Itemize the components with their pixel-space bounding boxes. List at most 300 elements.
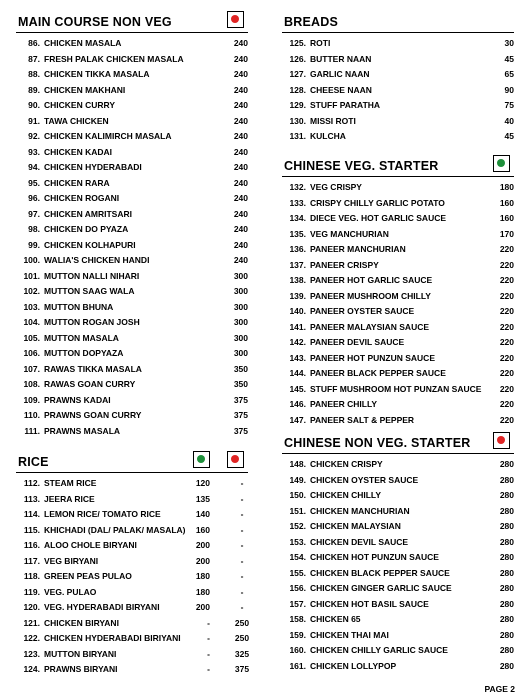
nonveg-price: - — [240, 493, 244, 504]
item-number: 129. — [289, 100, 306, 110]
menu-item-row — [282, 351, 514, 367]
menu-item-row — [16, 569, 248, 585]
item-name: WALIA'S CHICKEN HANDI — [44, 255, 150, 265]
veg-price: 200 — [195, 602, 210, 612]
veg-price: 140 — [195, 509, 210, 519]
item-price: 280 — [499, 552, 514, 562]
item-number: 88. — [28, 69, 40, 79]
item-name: CHICKEN ROGANI — [44, 193, 120, 203]
item-number: 124. — [23, 664, 40, 674]
item-price: 240 — [233, 100, 248, 110]
item-name: CHICKEN CHILLY GARLIC SAUCE — [310, 645, 448, 655]
item-name: CHICKEN MASALA — [44, 38, 122, 48]
menu-item-row — [16, 476, 248, 492]
item-price: 45 — [504, 131, 514, 141]
item-name: VEG MANCHURIAN — [310, 228, 389, 239]
item-name: VEG. PULAO — [44, 586, 97, 597]
item-price: 300 — [233, 317, 248, 327]
item-price: 180 — [499, 182, 514, 192]
item-number: 95. — [28, 177, 40, 188]
menu-item-row — [16, 631, 248, 647]
menu-item-row — [16, 424, 248, 440]
menu-item-row — [16, 393, 248, 409]
item-number: 155. — [289, 567, 306, 578]
menu-item-row — [282, 535, 514, 551]
item-number: 132. — [289, 182, 306, 192]
menu-item-row — [16, 647, 248, 663]
item-price: 240 — [233, 69, 248, 79]
item-price: 220 — [499, 321, 514, 332]
item-price: 220 — [499, 275, 514, 285]
chinese-nonveg-section — [282, 431, 514, 674]
item-price: 375 — [233, 425, 248, 436]
item-name: GARLIC NAAN — [310, 69, 370, 79]
item-number: 87. — [28, 53, 40, 64]
menu-item-row — [16, 492, 248, 508]
menu-item-row — [16, 523, 248, 539]
item-name: BUTTER NAAN — [310, 53, 372, 64]
menu-item-row — [282, 473, 514, 489]
menu-item-row — [282, 180, 514, 196]
menu-item-row — [16, 129, 248, 145]
item-name: VEG BIRYANI — [44, 555, 99, 566]
menu-item-row — [16, 191, 248, 207]
nonveg-price: 375 — [234, 664, 250, 674]
menu-item-row — [16, 585, 248, 601]
item-number: 121. — [23, 617, 40, 628]
item-name: MUTTON DOPYAZA — [44, 348, 124, 358]
item-number: 92. — [28, 131, 40, 141]
item-name: JEERA RICE — [44, 493, 95, 504]
item-number: 150. — [289, 490, 306, 500]
menu-item-row — [282, 335, 514, 351]
menu-item-row — [16, 362, 248, 378]
item-price: 220 — [499, 290, 514, 301]
item-name: CHICKEN RARA — [44, 177, 110, 188]
item-price: 280 — [499, 567, 514, 578]
menu-item-row — [282, 643, 514, 659]
item-name: MUTTON SAAG WALA — [44, 286, 135, 296]
item-name: MUTTON MASALA — [44, 332, 119, 343]
veg-symbol-icon — [493, 155, 510, 172]
item-number: 91. — [28, 115, 40, 126]
item-number: 131. — [289, 131, 306, 141]
item-name: CHICKEN HYDERABADI — [44, 162, 142, 172]
main-course-header — [16, 10, 248, 33]
item-name: FRESH PALAK CHICKEN MASALA — [44, 53, 184, 64]
item-number: 151. — [289, 505, 306, 516]
item-price: 280 — [499, 583, 514, 593]
item-number: 104. — [23, 317, 40, 327]
item-number: 107. — [23, 363, 40, 374]
menu-item-row — [282, 83, 514, 99]
item-name: DIECE VEG. HOT GARLIC SAUCE — [310, 213, 447, 223]
item-name: MUTTON ROGAN JOSH — [44, 317, 140, 327]
item-name: CHICKEN HOT BASIL SAUCE — [310, 598, 429, 609]
item-number: 112. — [23, 478, 40, 488]
item-number: 116. — [23, 540, 40, 550]
veg-price: - — [207, 633, 210, 643]
item-number: 120. — [23, 602, 40, 612]
menu-item-row — [282, 488, 514, 504]
menu-item-row — [16, 83, 248, 99]
menu-item-row — [16, 207, 248, 223]
item-name: CHEESE NAAN — [310, 84, 372, 95]
nonveg-price: - — [240, 524, 244, 535]
item-price: 375 — [233, 394, 248, 405]
rice-section — [16, 450, 248, 678]
item-name: CHICKEN MANCHURIAN — [310, 505, 410, 516]
item-name: CHICKEN KADAI — [44, 146, 112, 157]
main-course-section — [16, 10, 248, 439]
item-number: 109. — [23, 394, 40, 405]
item-name: STUFF MUSHROOM HOT PUNZAN SAUCE — [310, 383, 482, 394]
item-number: 106. — [23, 348, 40, 358]
item-name: RAWAS TIKKA MASALA — [44, 363, 142, 374]
chinese-nonveg-header — [282, 431, 514, 454]
item-price: 280 — [499, 660, 514, 671]
item-number: 128. — [289, 84, 306, 95]
item-price: 220 — [499, 414, 514, 425]
chinese-veg-list — [282, 180, 514, 428]
menu-item-row — [16, 600, 248, 616]
menu-item-row — [16, 176, 248, 192]
breads-header — [282, 10, 514, 33]
item-price: 300 — [233, 332, 248, 343]
item-price: 65 — [504, 69, 514, 79]
item-name: PRAWNS MASALA — [44, 425, 121, 436]
veg-price: 135 — [195, 493, 210, 504]
item-price: 280 — [499, 645, 514, 655]
item-number: 136. — [289, 244, 306, 254]
item-price: 240 — [233, 177, 248, 188]
item-number: 108. — [23, 379, 40, 389]
menu-item-row — [16, 284, 248, 300]
item-number: 160. — [289, 645, 306, 655]
item-number: 96. — [28, 193, 40, 203]
item-number: 114. — [23, 509, 40, 519]
item-price: 240 — [233, 146, 248, 157]
item-number: 146. — [289, 399, 306, 409]
nonveg-price: - — [240, 555, 244, 566]
item-price: 350 — [233, 379, 248, 389]
veg-price: 180 — [195, 571, 210, 581]
veg-price: - — [207, 617, 210, 628]
item-price: 280 — [499, 505, 514, 516]
item-number: 103. — [23, 301, 40, 312]
item-number: 148. — [289, 459, 306, 469]
veg-price: 160 — [195, 524, 210, 535]
menu-item-row — [16, 331, 248, 347]
menu-item-row — [282, 67, 514, 83]
nonveg-price: - — [240, 478, 244, 488]
item-number: 100. — [23, 255, 40, 265]
menu-item-row — [282, 52, 514, 68]
item-number: 137. — [289, 259, 306, 270]
menu-item-row — [16, 408, 248, 424]
item-number: 143. — [289, 352, 306, 363]
menu-item-row — [16, 538, 248, 554]
menu-item-row — [16, 253, 248, 269]
item-price: 280 — [499, 614, 514, 624]
chinese-nonveg-list — [282, 457, 514, 674]
veg-price: 180 — [195, 586, 210, 597]
item-number: 161. — [289, 660, 306, 671]
item-number: 102. — [23, 286, 40, 296]
item-price: 280 — [499, 521, 514, 531]
menu-item-row — [16, 160, 248, 176]
item-name: PANEER BLACK PEPPER SAUCE — [310, 368, 446, 378]
item-number: 119. — [23, 586, 40, 597]
item-name: CHICKEN DEVIL SAUCE — [310, 536, 409, 547]
item-price: 75 — [504, 100, 514, 110]
nonveg-symbol-icon — [493, 432, 510, 449]
item-name: CHICKEN MAKHANI — [44, 84, 126, 95]
item-name: ALOO CHOLE BIRYANI — [44, 540, 137, 550]
veg-symbol-icon — [193, 451, 210, 468]
item-price: 160 — [499, 197, 514, 208]
item-number: 135. — [289, 228, 306, 239]
item-name: CHICKEN GINGER GARLIC SAUCE — [310, 583, 452, 593]
menu-item-row — [282, 659, 514, 675]
item-name: CHICKEN MALAYSIAN — [310, 521, 401, 531]
menu-item-row — [282, 581, 514, 597]
veg-price: - — [207, 664, 210, 674]
item-number: 93. — [28, 146, 40, 157]
menu-item-row — [282, 612, 514, 628]
item-number: 156. — [289, 583, 306, 593]
item-number: 113. — [23, 493, 40, 504]
rice-list — [16, 476, 248, 678]
nonveg-price: 325 — [234, 648, 250, 659]
item-price: 240 — [233, 193, 248, 203]
item-number: 130. — [289, 115, 306, 126]
item-price: 240 — [233, 38, 248, 48]
menu-item-row — [282, 413, 514, 429]
item-name: MUTTON BIRYANI — [44, 648, 117, 659]
item-name: MUTTON NALLI NIHARI — [44, 270, 140, 281]
item-name: CHICKEN DO PYAZA — [44, 224, 129, 234]
item-number: 97. — [28, 208, 40, 219]
item-name: PANEER CHILLY — [310, 399, 378, 409]
item-price: 280 — [499, 474, 514, 485]
item-name: KHICHADI (DAL/ PALAK/ MASALA) — [44, 524, 186, 535]
item-name: STEAM RICE — [44, 478, 97, 488]
item-number: 142. — [289, 337, 306, 347]
item-number: 153. — [289, 536, 306, 547]
nonveg-symbol-icon — [227, 11, 244, 28]
item-number: 94. — [28, 162, 40, 172]
item-name: CHICKEN LOLLYPOP — [310, 660, 397, 671]
item-price: 45 — [504, 53, 514, 64]
breads-list — [282, 36, 514, 145]
menu-item-row — [16, 269, 248, 285]
item-price: 300 — [233, 270, 248, 281]
item-number: 105. — [23, 332, 40, 343]
item-name: CHICKEN CURRY — [44, 100, 115, 110]
menu-item-row — [282, 628, 514, 644]
menu-item-row — [16, 616, 248, 632]
item-name: PRAWNS GOAN CURRY — [44, 410, 142, 420]
menu-item-row — [16, 222, 248, 238]
item-number: 125. — [289, 38, 306, 48]
item-name: KULCHA — [310, 131, 346, 141]
item-number: 98. — [28, 224, 40, 234]
nonveg-price: - — [240, 509, 244, 519]
breads-section — [282, 10, 514, 145]
item-name: PANEER MANCHURIAN — [310, 244, 406, 254]
chinese-veg-header — [282, 154, 514, 177]
item-price: 300 — [233, 348, 248, 358]
item-price: 220 — [499, 244, 514, 254]
nonveg-price: 250 — [234, 633, 250, 643]
item-name: CRISPY CHILLY GARLIC POTATO — [310, 197, 445, 208]
item-number: 101. — [23, 270, 40, 281]
item-name: PANEER MUSHROOM CHILLY — [310, 290, 431, 301]
item-name: STUFF PARATHA — [310, 100, 381, 110]
item-name: MISSI ROTI — [310, 115, 356, 126]
item-name: RAWAS GOAN CURRY — [44, 379, 136, 389]
menu-item-row — [16, 507, 248, 523]
item-number: 157. — [289, 598, 306, 609]
item-name: CHICKEN HOT PUNZUN SAUCE — [310, 552, 439, 562]
item-number: 134. — [289, 213, 306, 223]
menu-item-row — [16, 377, 248, 393]
item-name: CHICKEN 65 — [310, 614, 361, 624]
chinese-nonveg-title: CHINESE NON VEG. STARTER — [284, 436, 471, 450]
item-price: 300 — [233, 301, 248, 312]
item-name: CHICKEN AMRITSARI — [44, 208, 132, 219]
item-name: PANEER DEVIL SAUCE — [310, 337, 405, 347]
menu-item-row — [282, 397, 514, 413]
item-price: 220 — [499, 352, 514, 363]
item-number: 111. — [24, 425, 40, 436]
menu-item-row — [282, 258, 514, 274]
item-name: CHICKEN OYSTER SAUCE — [310, 474, 419, 485]
item-number: 139. — [289, 290, 306, 301]
item-number: 118. — [23, 571, 40, 581]
menu-item-row — [282, 227, 514, 243]
menu-item-row — [16, 238, 248, 254]
menu-item-row — [16, 98, 248, 114]
item-price: 300 — [233, 286, 248, 296]
item-price: 240 — [233, 84, 248, 95]
item-price: 280 — [499, 598, 514, 609]
menu-item-row — [282, 36, 514, 52]
item-price: 220 — [499, 399, 514, 409]
item-number: 147. — [289, 414, 306, 425]
menu-item-row — [16, 315, 248, 331]
item-number: 115. — [23, 524, 40, 535]
menu-item-row — [282, 304, 514, 320]
nonveg-price: - — [240, 586, 244, 597]
chinese-veg-title: CHINESE VEG. STARTER — [284, 159, 439, 173]
nonveg-price: - — [240, 571, 244, 581]
menu-item-row — [16, 346, 248, 362]
menu-item-row — [16, 554, 248, 570]
nonveg-symbol-icon — [227, 451, 244, 468]
item-name: CHICKEN TIKKA MASALA — [44, 69, 150, 79]
nonveg-price: 250 — [234, 617, 250, 628]
menu-item-row — [282, 382, 514, 398]
item-name: PANEER OYSTER SAUCE — [310, 306, 415, 316]
item-number: 126. — [289, 53, 306, 64]
menu-item-row — [282, 114, 514, 130]
rice-header — [16, 450, 248, 473]
item-number: 159. — [289, 629, 306, 640]
menu-item-row — [282, 273, 514, 289]
item-number: 154. — [289, 552, 306, 562]
item-number: 149. — [289, 474, 306, 485]
item-name: CHICKEN BIRYANI — [44, 617, 119, 628]
item-number: 152. — [289, 521, 306, 531]
menu-item-row — [282, 457, 514, 473]
main-course-title: MAIN COURSE NON VEG — [18, 15, 172, 29]
item-price: 240 — [233, 239, 248, 250]
menu-item-row — [282, 366, 514, 382]
item-number: 122. — [23, 633, 40, 643]
item-price: 240 — [233, 224, 248, 234]
item-number: 145. — [289, 383, 306, 394]
item-name: MUTTON BHUNA — [44, 301, 114, 312]
item-name: ROTI — [310, 38, 331, 48]
menu-item-row — [282, 504, 514, 520]
item-number: 141. — [289, 321, 306, 332]
item-name: CHICKEN CHILLY — [310, 490, 381, 500]
chinese-veg-section — [282, 154, 514, 428]
item-price: 240 — [233, 255, 248, 265]
item-price: 220 — [499, 383, 514, 394]
item-number: 127. — [289, 69, 306, 79]
item-number: 86. — [28, 38, 40, 48]
breads-title: BREADS — [284, 15, 338, 29]
item-price: 350 — [233, 363, 248, 374]
item-number: 138. — [289, 275, 306, 285]
veg-price: 200 — [195, 540, 210, 550]
item-name: LEMON RICE/ TOMATO RICE — [44, 509, 161, 519]
item-name: PANEER HOT PUNZUN SAUCE — [310, 352, 435, 363]
item-price: 240 — [233, 162, 248, 172]
item-number: 158. — [289, 614, 306, 624]
item-number: 89. — [28, 84, 40, 95]
menu-item-row — [16, 36, 248, 52]
item-name: PANEER MALAYSIAN SAUCE — [310, 321, 430, 332]
rice-title: RICE — [18, 455, 49, 469]
menu-item-row — [282, 242, 514, 258]
item-price: 220 — [499, 306, 514, 316]
item-name: VEG CRISPY — [310, 182, 362, 192]
menu-item-row — [16, 52, 248, 68]
menu-item-row — [282, 129, 514, 145]
menu-item-row — [282, 320, 514, 336]
item-price: 280 — [499, 459, 514, 469]
item-price: 240 — [233, 115, 248, 126]
main-course-list — [16, 36, 248, 439]
page-number: PAGE 2 — [484, 684, 515, 694]
item-number: 99. — [28, 239, 40, 250]
item-price: 280 — [499, 629, 514, 640]
item-number: 117. — [23, 555, 40, 566]
item-name: PANEER HOT GARLIC SAUCE — [310, 275, 433, 285]
menu-item-row — [282, 211, 514, 227]
veg-price: - — [207, 648, 210, 659]
item-price: 220 — [499, 259, 514, 270]
item-name: TAWA CHICKEN — [44, 115, 109, 126]
item-price: 90 — [504, 84, 514, 95]
item-number: 140. — [289, 306, 306, 316]
veg-price: 200 — [195, 555, 210, 566]
item-number: 123. — [23, 648, 40, 659]
